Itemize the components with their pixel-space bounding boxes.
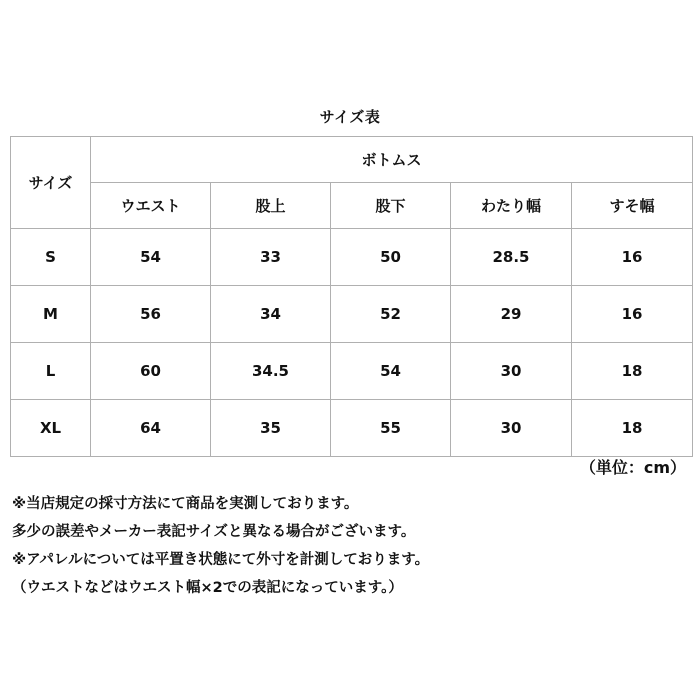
size-table bbox=[10, 136, 693, 457]
notes bbox=[12, 490, 429, 602]
table-row bbox=[11, 343, 693, 400]
page-title: サイズ表 bbox=[319, 108, 381, 126]
column-header-rise: 股上 bbox=[211, 183, 331, 229]
table-cell: 34 bbox=[211, 286, 331, 343]
note-line: ※当店規定の採寸方法にて商品を実測しております。 bbox=[12, 496, 359, 512]
table-cell: 18 bbox=[572, 343, 693, 400]
size-label: L bbox=[11, 343, 91, 400]
table-cell: 16 bbox=[572, 229, 693, 286]
table-row bbox=[11, 229, 693, 286]
size-label: M bbox=[11, 286, 91, 343]
table-cell: 30 bbox=[451, 400, 572, 457]
table-cell: 56 bbox=[91, 286, 211, 343]
bottoms-group-header: ボトムス bbox=[91, 137, 693, 183]
unit-label: （単位：cm） bbox=[579, 458, 686, 477]
note-line: （ウエストなどはウエスト幅×2での表記になっています。） bbox=[12, 580, 403, 596]
table-cell: 18 bbox=[572, 400, 693, 457]
table-cell: 29 bbox=[451, 286, 572, 343]
size-label: S bbox=[11, 229, 91, 286]
column-header-hem: すそ幅 bbox=[572, 183, 693, 229]
table-cell: 50 bbox=[331, 229, 451, 286]
table-row bbox=[11, 400, 693, 457]
table-cell: 33 bbox=[211, 229, 331, 286]
table-cell: 34.5 bbox=[211, 343, 331, 400]
table-cell: 16 bbox=[572, 286, 693, 343]
table-cell: 28.5 bbox=[451, 229, 572, 286]
column-header-thigh: わたり幅 bbox=[451, 183, 572, 229]
size-header-cell: サイズ bbox=[11, 137, 91, 229]
table-cell: 35 bbox=[211, 400, 331, 457]
column-header-waist: ウエスト bbox=[91, 183, 211, 229]
table-cell: 60 bbox=[91, 343, 211, 400]
table-cell: 54 bbox=[91, 229, 211, 286]
table-cell: 54 bbox=[331, 343, 451, 400]
table-row bbox=[11, 286, 693, 343]
note-line: ※アパレルについては平置き状態にて外寸を計測しております。 bbox=[12, 552, 430, 568]
column-header-inseam: 股下 bbox=[331, 183, 451, 229]
table-cell: 64 bbox=[91, 400, 211, 457]
table-cell: 55 bbox=[331, 400, 451, 457]
note-line: 多少の誤差やメーカー表記サイズと異なる場合がございます。 bbox=[12, 524, 416, 540]
table-cell: 30 bbox=[451, 343, 572, 400]
size-label: XL bbox=[11, 400, 91, 457]
table-cell: 52 bbox=[331, 286, 451, 343]
